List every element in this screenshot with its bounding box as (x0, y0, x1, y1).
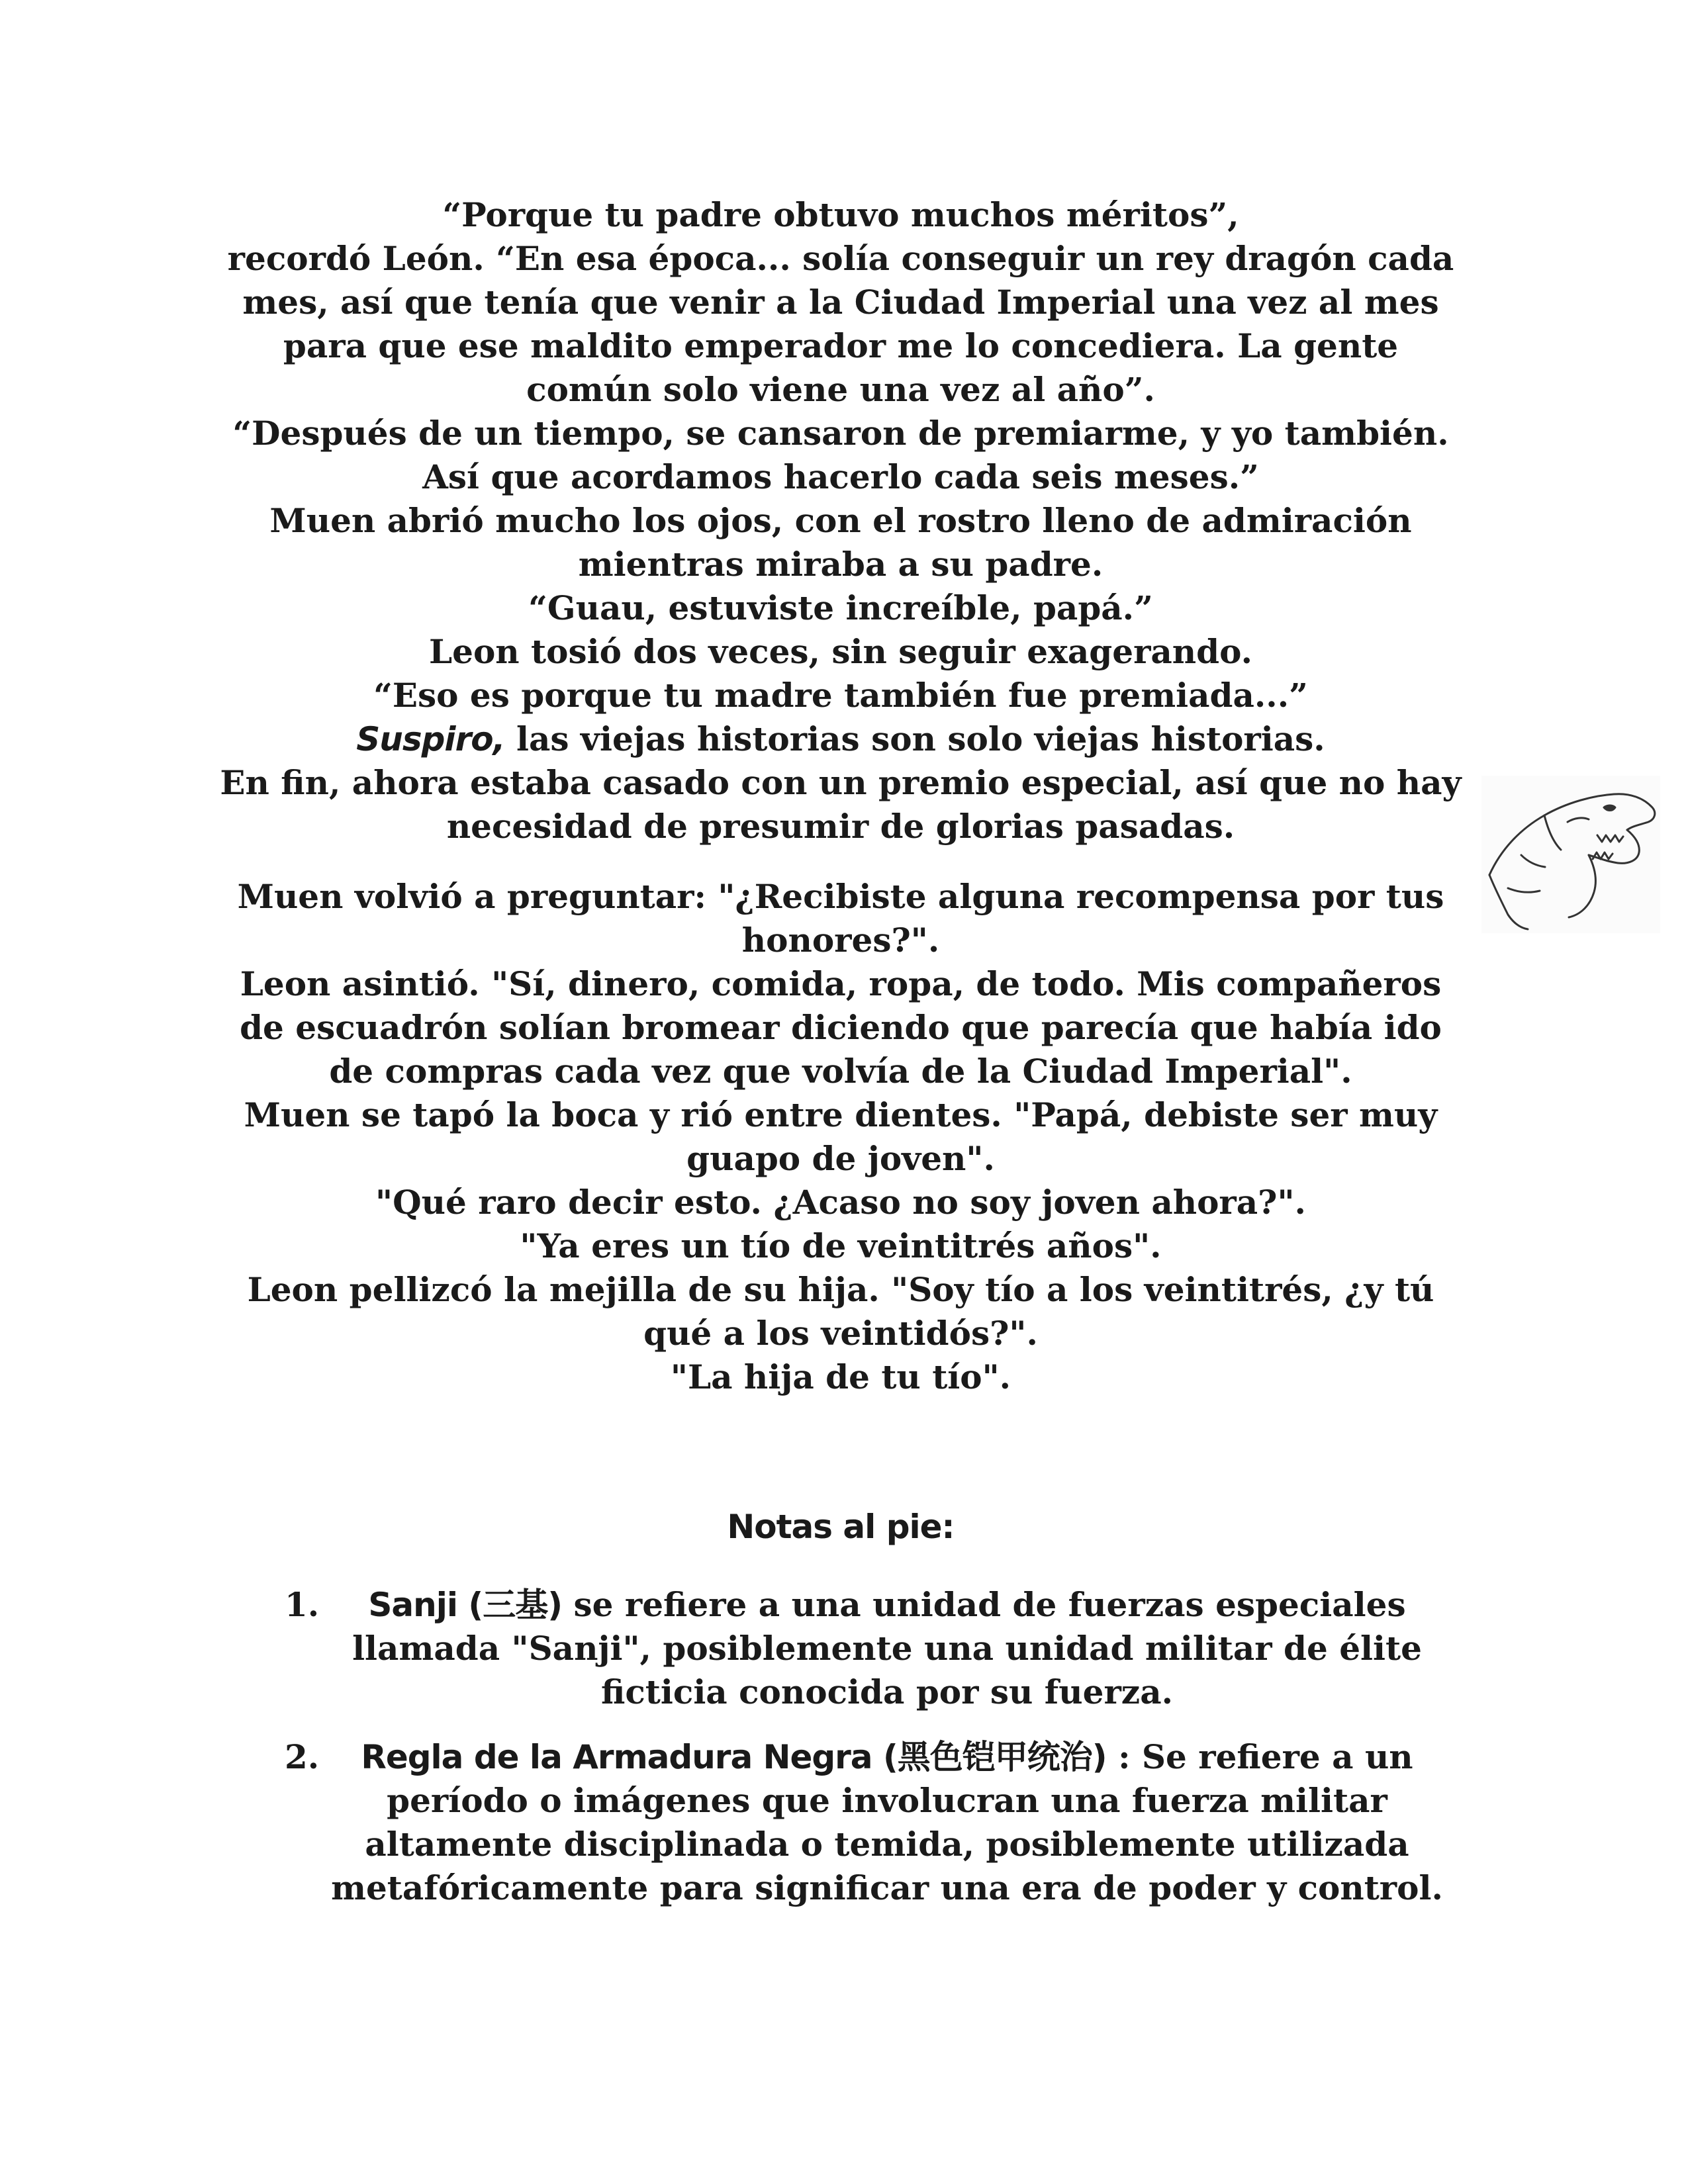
paragraph-sigh (218, 717, 1463, 761)
paragraph: Leon asintió. "Sí, dinero, comida, ropa, de todo. Mis compañeros de escuadrón solían bromear diciendo que parecía que había ido de compras cada vez que volvía de la Ciudad Imperial". (240, 964, 1442, 1091)
paragraph: “Después de un tiempo, se cansaron de premiarme, y yo también. Así que acordamos hacerlo cada seis meses.” (232, 414, 1449, 496)
footnotes-list (285, 1583, 1450, 1931)
paragraph: Muen volvió a preguntar: "¿Recibiste alguna recompensa por tus honores?". (237, 877, 1444, 960)
footnote-number: 2. (285, 1737, 320, 1776)
paragraph: “Guau, estuviste increíble, papá.” (528, 588, 1153, 627)
sigh-word: Suspiro, (356, 720, 505, 758)
paragraph: Leon tosió dos veces, sin seguir exagerando. (428, 632, 1253, 671)
dinosaur-head-sketch-icon (1481, 776, 1660, 933)
footnote-term: Regla de la Armadura Negra (黑色铠甲统治) (361, 1738, 1107, 1776)
footnote-term: Sanji (三基) (368, 1586, 563, 1624)
story-text (218, 193, 1463, 1399)
paragraph: Leon pellizcó la mejilla de su hija. "Soy tío a los veintitrés, ¿y tú qué a los veintidós?". (247, 1270, 1434, 1353)
sigh-rest: las viejas historias son solo viejas historias. (504, 719, 1325, 758)
footnote-number: 1. (285, 1585, 320, 1624)
paragraph: Muen se tapó la boca y rió entre dientes. "Papá, debiste ser muy guapo de joven". (244, 1095, 1438, 1178)
paragraph: “Porque tu padre obtuvo muchos méritos”, (442, 195, 1239, 234)
paragraph: "Qué raro decir esto. ¿Acaso no soy joven ahora?". (375, 1183, 1306, 1222)
footnote-text: : Se refiere a un período o imágenes que involucran una fuerza militar altamente disciplinada o temida, posiblemente utilizada metafóricamente para significar una era de poder y control. (331, 1737, 1443, 1907)
footnote-item (285, 1583, 1450, 1714)
paragraph: En fin, ahora estaba casado con un premio especial, así que no hay necesidad de presumir de glorias pasadas. (220, 763, 1462, 846)
paragraph: "La hija de tu tío". (670, 1357, 1011, 1396)
paragraph: “Eso es porque tu madre también fue premiada...” (373, 676, 1308, 715)
paragraph: "Ya eres un tío de veintitrés años". (520, 1226, 1162, 1265)
footnote-text: se refiere a una unidad de fuerzas especiales llamada "Sanji", posiblemente una unidad militar de élite ficticia conocida por su fuerza. (352, 1585, 1422, 1711)
footnote-item (285, 1735, 1450, 1910)
paragraph: Muen abrió mucho los ojos, con el rostro lleno de admiración mientras miraba a su padre. (269, 501, 1412, 584)
notes-heading: Notas al pie: (727, 1508, 955, 1546)
paragraph: recordó León. “En esa época... solía conseguir un rey dragón cada mes, así que tenía que venir a la Ciudad Imperial una vez al mes para que ese maldito emperador me lo concediera. La gente común solo viene una vez al año”. (227, 239, 1454, 409)
